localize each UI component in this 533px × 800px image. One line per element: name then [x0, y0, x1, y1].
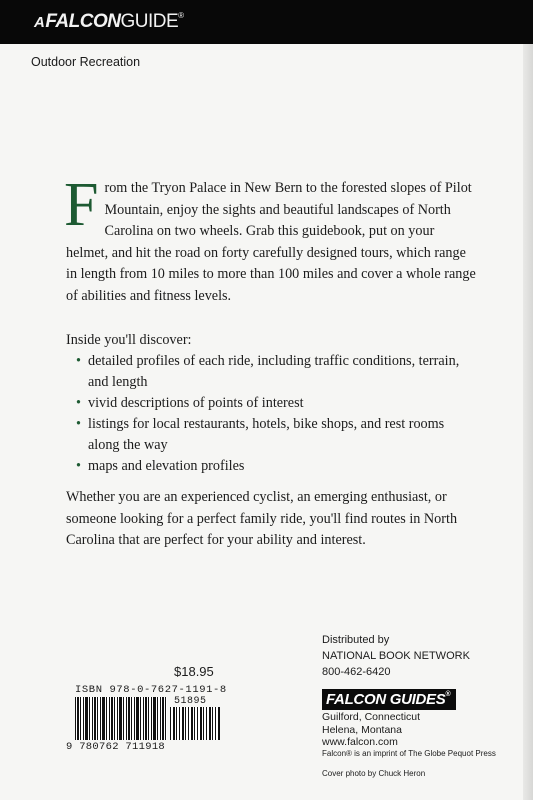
imprint-note: Falcon® is an imprint of The Globe Pequot Press: [322, 749, 496, 758]
distributor-name: NATIONAL BOOK NETWORK: [322, 650, 470, 662]
photo-credit: Cover photo by Chuck Heron: [322, 769, 426, 778]
bullet-icon: •: [76, 458, 81, 474]
spine-edge: [523, 44, 533, 800]
falcon-guides-logo: FALCON GUIDES®: [322, 689, 456, 710]
bullet-icon: •: [76, 416, 81, 432]
bullet-icon: •: [76, 395, 81, 411]
list-item: • maps and elevation profiles: [88, 456, 476, 477]
address-line: Guilford, Connecticut: [322, 711, 421, 723]
list-item: • vivid descriptions of points of interest: [88, 393, 476, 414]
barcode-main: [75, 697, 167, 740]
isbn-label: ISBN 978-0-7627-1191-8: [75, 684, 227, 696]
address-line: Helena, Montana: [322, 723, 402, 736]
price-label: $18.95: [174, 664, 214, 679]
features-heading: Inside you'll discover:: [66, 332, 192, 348]
bullet-icon: •: [76, 353, 81, 369]
addon-number: 51895: [174, 696, 207, 707]
list-item: • listings for local restaurants, hotels, bike shops, and rest rooms along the way: [76, 416, 445, 453]
distributor-phone: 800-462-6420: [322, 666, 391, 678]
distributor-block: [322, 632, 470, 680]
intro-paragraph: [64, 171, 476, 307]
closing-paragraph: Whether you are an experienced cyclist, an emerging enthusiast, or someone looking for a perfect family ride, you'll find routes in North Carolina that are perfect for your ability and interest.: [66, 489, 458, 548]
top-banner: [0, 0, 533, 44]
list-item: • detailed profiles of each ride, including traffic conditions, terrain, and length: [76, 353, 460, 390]
features-list: [66, 351, 476, 477]
ean-number: 9 780762 711918: [66, 741, 166, 753]
intro-text: rom the Tryon Palace in New Bern to the forested slopes of Pilot Mountain, enjoy the sights and beautiful landscapes of North Carolina on two wheels. Grab this guidebook, put on your helmet, and hit the road on forty carefully designed tours, which range in length from 10 miles to more than 100 miles and cover a whole range of abilities and fitness levels.: [66, 180, 476, 304]
publisher-address: [322, 711, 420, 749]
category-label: Outdoor Recreation: [31, 55, 141, 69]
barcode-addon: [170, 707, 220, 740]
drop-cap: F: [64, 171, 99, 239]
distributor-line: Distributed by: [322, 634, 390, 646]
falcon-guide-logo: AFALCONGUIDE®: [34, 11, 184, 32]
publisher-website: www.falcon.com: [322, 736, 398, 748]
features-section: [66, 330, 476, 477]
